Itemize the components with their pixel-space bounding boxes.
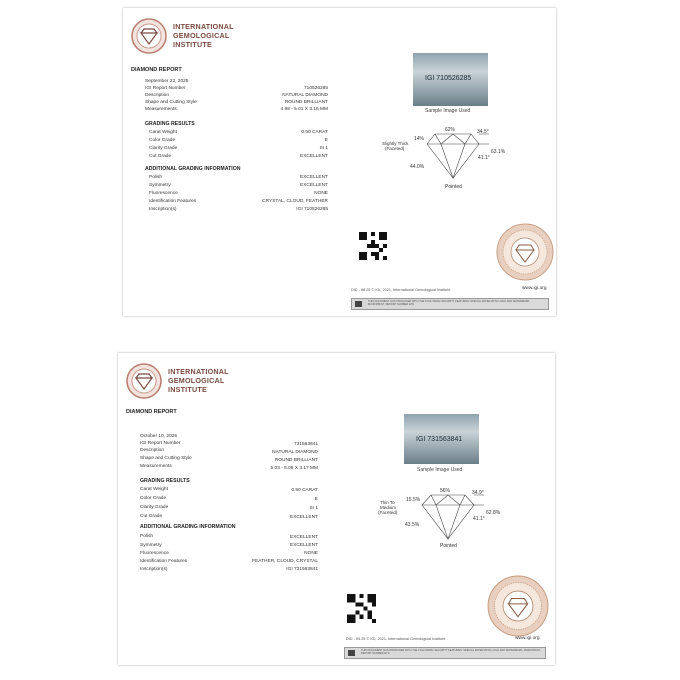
polish-label: Polish xyxy=(149,175,163,180)
fluorescence-value: NONE xyxy=(314,191,328,196)
document-footer: DID - 05.25 © IGI, 2021, International Gemological Institute xyxy=(346,637,446,641)
diamond-photo xyxy=(404,414,479,464)
security-text: THIS DOCUMENT HAS PRODUCED WITH THE FOLLOWING SECURITY FEATURES: SPECIAL PAPER WITH LOGO AND WATERMARK, MICROPRINT, REPORT NUMBER ETC. xyxy=(361,649,541,656)
description-value: NATURAL DIAMOND xyxy=(282,93,328,98)
clarity-label: Clarity Grade xyxy=(140,505,169,510)
pavilion-angle: 41.1° xyxy=(473,516,485,522)
document-footer: DID - 88.25 © IGI, 2021, International Gemological Institute xyxy=(351,288,451,292)
polish-label: Polish xyxy=(140,534,154,539)
fluorescence-label: Fluorescence xyxy=(149,191,178,196)
cut-value: EXCELLENT xyxy=(290,515,318,520)
lock-icon xyxy=(348,650,355,656)
total-depth: 63.1% xyxy=(491,149,506,155)
report-number-value: 710526285 xyxy=(303,86,328,91)
identification-label: Identification Features xyxy=(140,559,188,564)
identification-value: FEATHER, CLOUD, CRYSTAL xyxy=(252,559,318,564)
cut-value: EXCELLENT xyxy=(300,154,328,159)
girdle-line-2: (Faceted) xyxy=(385,146,405,151)
symmetry-value: EXCELLENT xyxy=(300,183,328,188)
girdle-line-2: Medium xyxy=(380,505,397,510)
identification-value: CRYSTAL, CLOUD, FEATHER xyxy=(262,199,328,204)
document-title: DIAMOND REPORT xyxy=(131,67,182,73)
crown-angle: 34.9° xyxy=(472,490,484,496)
website: www.igi.org xyxy=(515,636,540,641)
symmetry-label: Symmetry xyxy=(140,543,162,548)
fluorescence-value: NONE xyxy=(304,551,318,556)
table-percent: 56% xyxy=(440,488,451,494)
clarity-label: Clarity Grade xyxy=(149,146,178,151)
culet: Pointed xyxy=(440,543,457,549)
diamond-report-1 xyxy=(123,8,556,316)
institute-name: INTERNATIONAL GEMOLOGICAL INSTITUTE xyxy=(173,22,234,49)
measurements-label: Measurements xyxy=(145,107,177,112)
shape-label: Shape and Cutting Style xyxy=(140,456,192,461)
report-date: October 10, 2025 xyxy=(140,434,178,439)
sample-image-caption: Sample Image Used xyxy=(425,108,471,114)
inscription-label: Inscription(s) xyxy=(140,567,168,572)
inscription-label: Inscription(s) xyxy=(149,207,177,212)
girdle-line-3: (Faceted) xyxy=(378,510,398,515)
grading-results-title: GRADING RESULTS xyxy=(145,121,195,127)
pavilion-angle: 41.1° xyxy=(478,155,490,161)
pavilion-depth: 43.5% xyxy=(405,522,420,528)
color-value: E xyxy=(324,138,328,143)
cut-label: Cut Grade xyxy=(149,154,172,159)
table-percent: 62% xyxy=(445,127,456,133)
cut-label: Cut Grade xyxy=(140,514,163,519)
description-value: NATURAL DIAMOND xyxy=(272,450,318,455)
symmetry-label: Symmetry xyxy=(149,183,171,188)
crown-angle: 34.5° xyxy=(477,129,489,135)
diamond-photo xyxy=(413,53,488,106)
document-title: DIAMOND REPORT xyxy=(126,409,177,415)
crown-height: 15.5% xyxy=(406,497,421,503)
additional-info-title: ADDITIONAL GRADING INFORMATION xyxy=(140,524,236,530)
website: www.igi.org xyxy=(522,286,547,291)
report-number-value: 731563841 xyxy=(293,442,318,447)
total-depth: 62.8% xyxy=(486,510,501,516)
polish-value: EXCELLENT xyxy=(290,535,318,540)
identification-label: Identification Features xyxy=(149,199,197,204)
lock-icon xyxy=(355,301,362,307)
igi-seal-icon xyxy=(487,575,549,637)
color-value: E xyxy=(314,497,318,502)
igi-seal-icon xyxy=(496,223,554,281)
diamond-report-2 xyxy=(118,353,555,665)
report-number-label: IGI Report Number xyxy=(145,86,186,91)
institute-name: INTERNATIONAL GEMOLOGICAL INSTITUTE xyxy=(168,367,229,394)
sample-image-caption: Sample Image Used xyxy=(417,467,463,473)
carat-value: 0.50 CARAT xyxy=(291,488,318,493)
photo-report-number: IGI 710526285 xyxy=(425,75,472,82)
photo-report-number: IGI 731563841 xyxy=(416,436,463,443)
report-number-label: IGI Report Number xyxy=(140,441,181,446)
measurements-label: Measurements xyxy=(140,464,172,469)
qr-code-icon xyxy=(359,232,387,260)
igi-logo-icon xyxy=(126,363,162,399)
shape-value: ROUND BRILLIANT xyxy=(274,458,318,463)
clarity-value: SI 1 xyxy=(319,146,328,151)
crown-height: 14% xyxy=(414,136,425,142)
igi-logo-icon xyxy=(131,18,167,54)
color-label: Color Grade xyxy=(140,496,167,501)
description-label: Description xyxy=(145,93,169,98)
carat-label: Carat Weight xyxy=(149,130,177,135)
pavilion-depth: 44.0% xyxy=(410,164,425,170)
culet: Pointed xyxy=(445,184,462,190)
inscription-value: IGI 731563841 xyxy=(286,567,318,572)
inscription-value: IGI 710526285 xyxy=(296,207,328,212)
fluorescence-label: Fluorescence xyxy=(140,551,169,556)
qr-code-icon xyxy=(347,594,376,623)
grading-results-title: GRADING RESULTS xyxy=(140,478,190,484)
description-label: Description xyxy=(140,448,164,453)
security-features-bar xyxy=(344,647,546,659)
girdle-line-1: Thin To xyxy=(380,500,395,505)
shape-value: ROUND BRILLIANT xyxy=(284,100,328,105)
carat-label: Carat Weight xyxy=(140,487,168,492)
security-text: THIS DOCUMENT HAS PRODUCED WITH THE FOLLOWING SECURITY FEATURES: SPECIAL PAPER WITH LOGO AND WATERMARK, MICROPRINT, REPORT NUMBER ETC. xyxy=(368,300,531,307)
security-features-bar xyxy=(351,298,549,310)
additional-info-title: ADDITIONAL GRADING INFORMATION xyxy=(145,166,241,172)
polish-value: EXCELLENT xyxy=(300,175,328,180)
carat-value: 0.50 CARAT xyxy=(301,130,328,135)
report-date: September 22, 2025 xyxy=(145,79,189,84)
measurements-value: 4.98 - 5.01 X 3.16 MM xyxy=(280,107,328,112)
proportions-diagram xyxy=(379,120,519,200)
measurements-value: 5.03 - 5.08 X 3.17 MM xyxy=(270,466,318,471)
color-label: Color Grade xyxy=(149,138,176,143)
girdle-line-1: Slightly Thick xyxy=(382,141,409,146)
proportions-diagram xyxy=(374,481,514,561)
clarity-value: SI 1 xyxy=(309,506,318,511)
shape-label: Shape and Cutting Style xyxy=(145,100,197,105)
symmetry-value: EXCELLENT xyxy=(290,543,318,548)
